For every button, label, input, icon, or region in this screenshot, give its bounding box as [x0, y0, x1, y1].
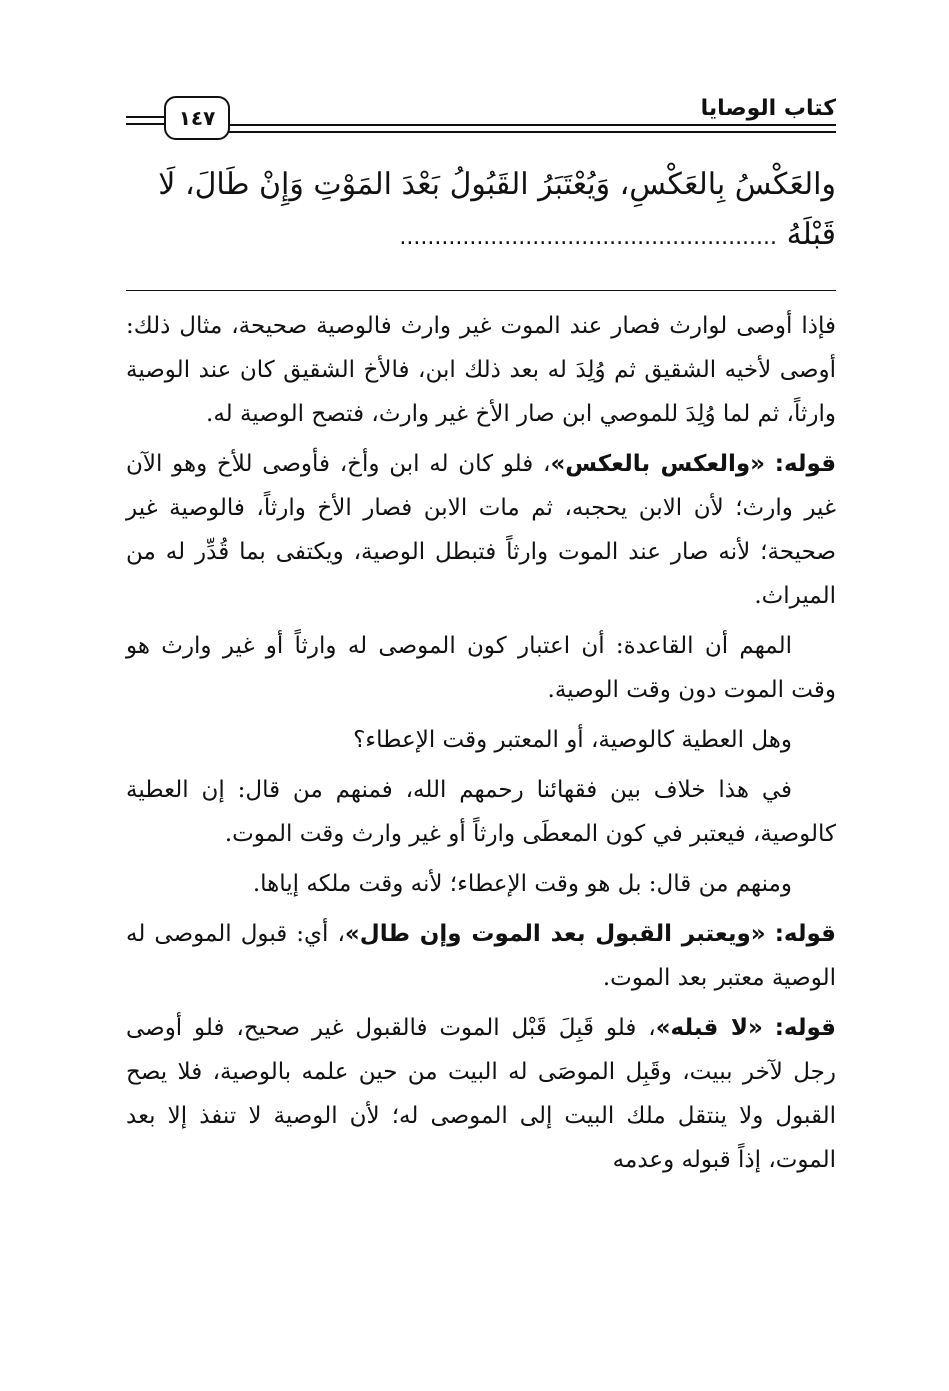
- paragraph: [126, 442, 836, 618]
- paragraph: المهم أن القاعدة: أن اعتبار كون الموصى له وارثاً أو غير وارث هو وقت الموت دون وقت الوصية.: [126, 633, 836, 703]
- page-header: [126, 86, 836, 152]
- matn-word: قَبْلَهُ: [786, 217, 836, 252]
- paragraph: فإذا أوصى لوارث فصار عند الموت غير وارث فالوصية صحيحة، مثال ذلك: أوصى لأخيه الشقيق ثم وُلِدَ له بعد ذلك ابن، فالأخ الشقيق كان عند الوصية وارثاً، ثم لما وُلِدَ للموصي ابن صار الأخ غير وارث، فتصح الوصية له.: [126, 313, 836, 427]
- page-number-box: [164, 96, 230, 140]
- book-title: كتاب الوصايا: [700, 96, 836, 121]
- lead-word: قوله:: [774, 921, 836, 947]
- paragraph-text: ، فلو كان له ابن وأخ، فأوصى للأخ وهو الآن غير وارث؛ لأن الابن يحجبه، ثم مات الابن فصار الأخ وارثاً، فالوصية غير صحيحة؛ لأنه صار عند الموت وارثاً فتبطل الوصية، ويكتفى بما قُدِّر له من الميراث.: [126, 451, 836, 609]
- paragraph: [126, 912, 836, 1000]
- header-rule: [226, 124, 836, 126]
- header-rule: [126, 123, 166, 125]
- header-rule: [226, 131, 836, 133]
- quoted-matn: «لا قبله»: [655, 1015, 763, 1041]
- matn-line: [126, 210, 836, 263]
- header-rule: [126, 116, 166, 118]
- lead-word: قوله:: [774, 1015, 836, 1041]
- matn-line: والعَكْسُ بِالعَكْسِ، وَيُعْتَبَرُ القَبُولُ بَعْدَ المَوْتِ وَإِنْ طَالَ، لَا: [158, 167, 836, 202]
- matn-text: [126, 160, 836, 263]
- paragraph: وهل العطية كالوصية، أو المعتبر وقت الإعطاء؟: [353, 727, 792, 753]
- section-divider: [126, 290, 836, 291]
- paragraph: في هذا خلاف بين فقهائنا رحمهم الله، فمنهم من قال: إن العطية كالوصية، فيعتبر في كون المعطَى وارثاً أو غير وارث وقت الموت.: [126, 777, 836, 847]
- lead-word: قوله:: [774, 451, 837, 477]
- matn-dots: ......................................................: [399, 225, 778, 250]
- paragraph: [126, 1006, 836, 1182]
- page-number: ١٤٧: [178, 106, 216, 130]
- quoted-matn: «والعكس بالعكس»: [550, 451, 766, 477]
- paragraph: ومنهم من قال: بل هو وقت الإعطاء؛ لأنه وقت ملكه إياها.: [252, 871, 792, 897]
- paragraph-text: ، فلو قَبِلَ قَبْل الموت فالقبول غير صحيح، فلو أوصى رجل لآخر ببيت، وقَبِل الموصَى له البيت من حين علمه بالوصية، فلا يصح القبول ولا ينتقل ملك البيت إلى الموصى له؛ لأن الوصية لا تنفذ إلا بعد الموت، إذاً قبوله وعدمه: [126, 1015, 836, 1173]
- quoted-matn: «ويعتبر القبول بعد الموت وإن طال»: [344, 921, 766, 947]
- paragraph-text: ، أي: قبول الموصى له الوصية معتبر بعد الموت.: [126, 921, 836, 991]
- commentary-body: [126, 304, 836, 1188]
